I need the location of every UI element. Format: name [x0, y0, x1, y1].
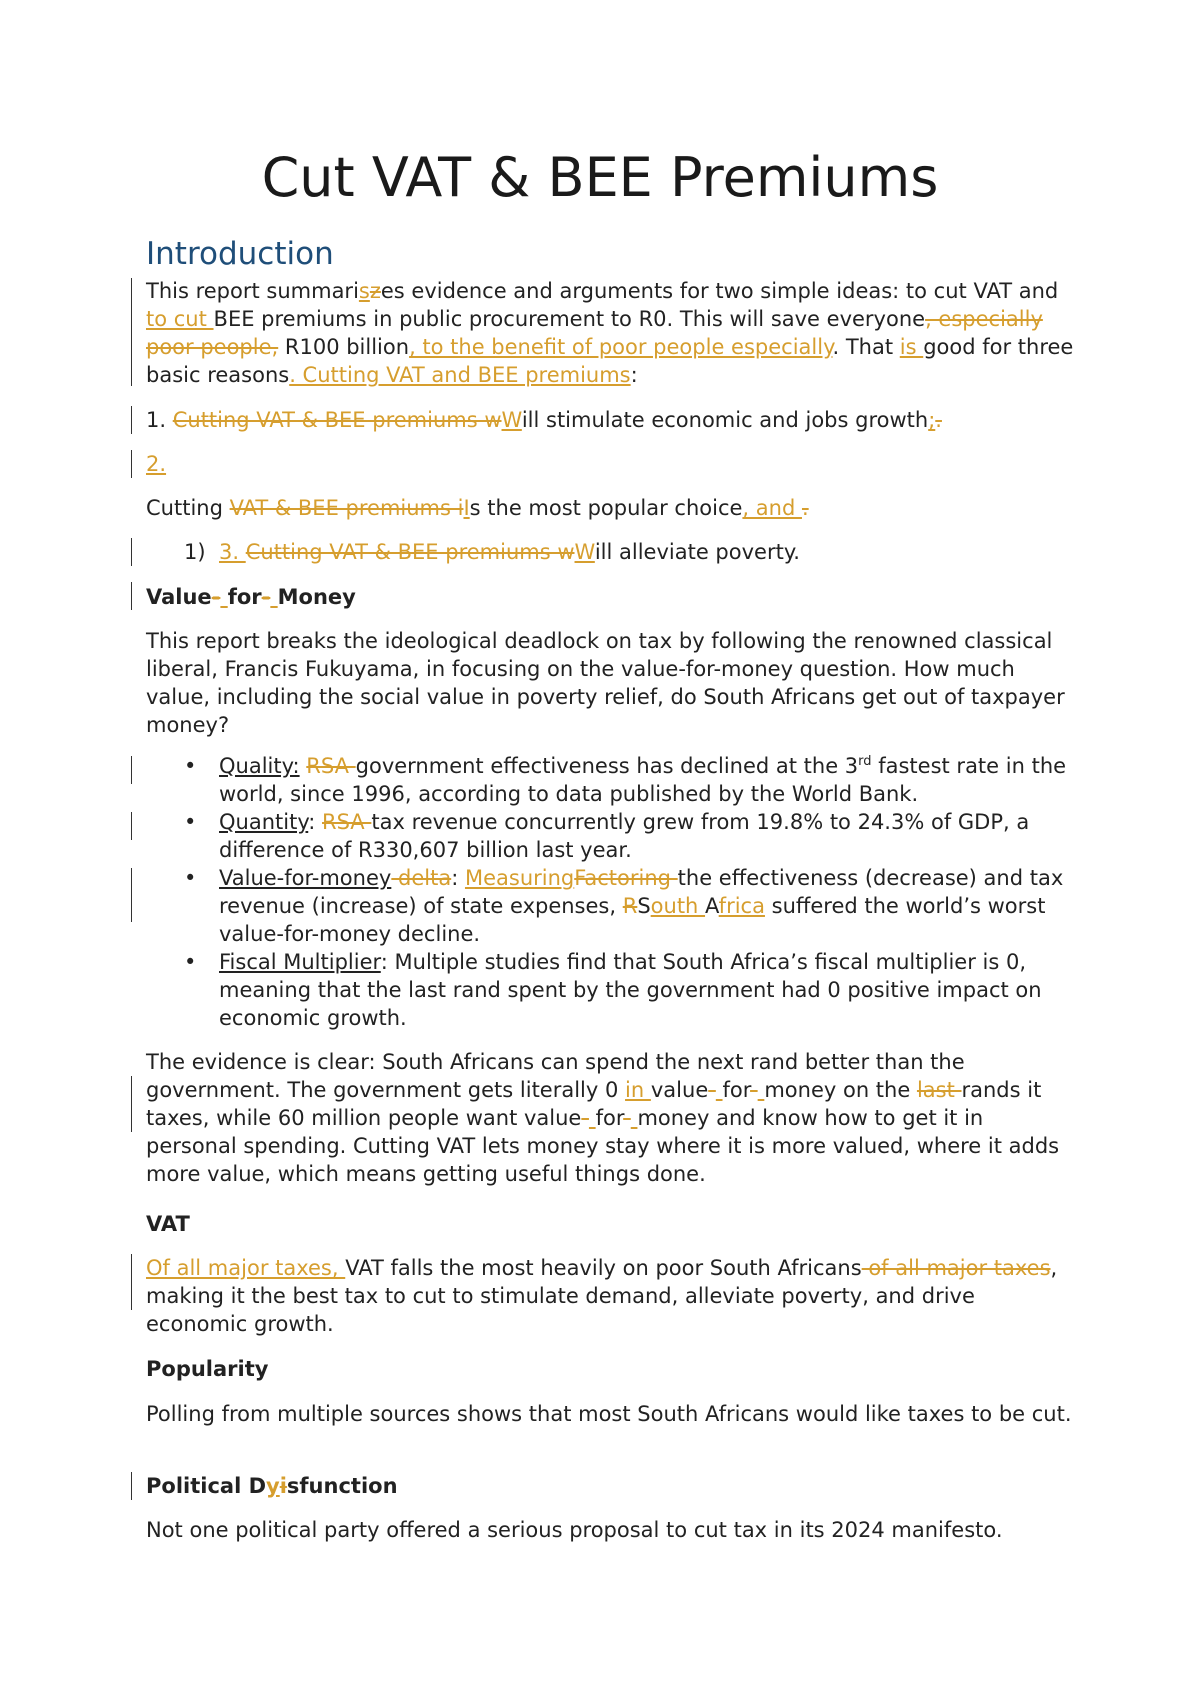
change-bar	[131, 582, 132, 610]
change-bar	[131, 868, 132, 922]
introduction-paragraph: This report summariszes evidence and arguments for two simple ideas: to cut VAT and to cut BEE premiums in public procurement to R0. This will save everyone, especially poor people, R100 billion, to the benefit of poor people especially. That is good for three basic reasons. Cutting VAT and BEE premiums:	[146, 279, 1074, 387]
document-title: Cut VAT & BEE Premiums	[261, 146, 939, 209]
list-item: • Quality: RSA government effectiveness has declined at the 3rd fastest rate in the world, since 1996, according to data published by the World Bank.	[184, 754, 1067, 806]
value-for-money-paragraph: This report breaks the ideological deadlock on tax by following the renowned classical liberal, Francis Fukuyama, in focusing on the value-for-money question. How much value, including the social value in poverty relief, do South Africans get out of taxpayer money?	[146, 629, 1065, 737]
popularity-heading: Popularity	[146, 1357, 269, 1381]
change-bar	[131, 1254, 132, 1310]
list-item: 2.	[146, 452, 167, 476]
list-item: 1. Cutting VAT & BEE premiums wWill stimulate economic and jobs growth;.	[146, 408, 942, 432]
change-bar	[131, 538, 132, 566]
value-for-money-heading: Value- for- Money	[146, 585, 356, 609]
change-bar	[131, 812, 132, 840]
change-bar	[131, 1076, 132, 1132]
list-item: • Value-for-money delta: MeasuringFactoring the effectiveness (decrease) and tax revenue (increase) of state expenses, RSouth Africa suffered the world’s worst value-for-money decline.	[184, 866, 1064, 946]
bullet-list	[146, 752, 1086, 1032]
change-bar	[131, 450, 132, 478]
change-bar	[131, 278, 132, 386]
popularity-paragraph: Polling from multiple sources shows that most South Africans would like taxes to be cut.	[146, 1402, 1072, 1426]
evidence-paragraph: The evidence is clear: South Africans can spend the next rand better than the government. The government gets literally 0 in value- for- money on the last rands it taxes, while 60 million people want value- for- money and know how to get it in personal spending. Cutting VAT lets money stay where it is more valued, where it adds more value, which means getting useful things done.	[146, 1050, 1060, 1186]
list-item: 3. Cutting VAT & BEE premiums wWill alleviate poverty.	[219, 540, 800, 564]
list-item: • Fiscal Multiplier: Multiple studies find that South Africa’s fiscal multiplier is 0, meaning that the last rand spent by the government had 0 positive impact on economic growth.	[184, 950, 1042, 1030]
political-dysfunction-heading: Political Dyisfunction	[146, 1474, 398, 1498]
political-dysfunction-paragraph: Not one political party offered a serious proposal to cut tax in its 2024 manifesto.	[146, 1518, 1003, 1542]
change-bar	[131, 756, 132, 784]
change-bar	[131, 1472, 132, 1500]
list-item: Cutting VAT & BEE premiums iIs the most popular choice, and .	[146, 496, 809, 520]
introduction-heading: Introduction	[146, 236, 334, 272]
change-bar	[131, 406, 132, 434]
list-item: • Quantity: RSA tax revenue concurrently grew from 19.8% to 24.3% of GDP, a difference of R330,607 billion last year.	[184, 810, 1030, 862]
vat-heading: VAT	[146, 1212, 190, 1236]
list-number: 1)	[184, 540, 206, 564]
vat-paragraph: Of all major taxes, VAT falls the most heavily on poor South Africans of all major taxes, making it the best tax to cut to stimulate demand, alleviate poverty, and drive economic growth.	[146, 1256, 1058, 1336]
